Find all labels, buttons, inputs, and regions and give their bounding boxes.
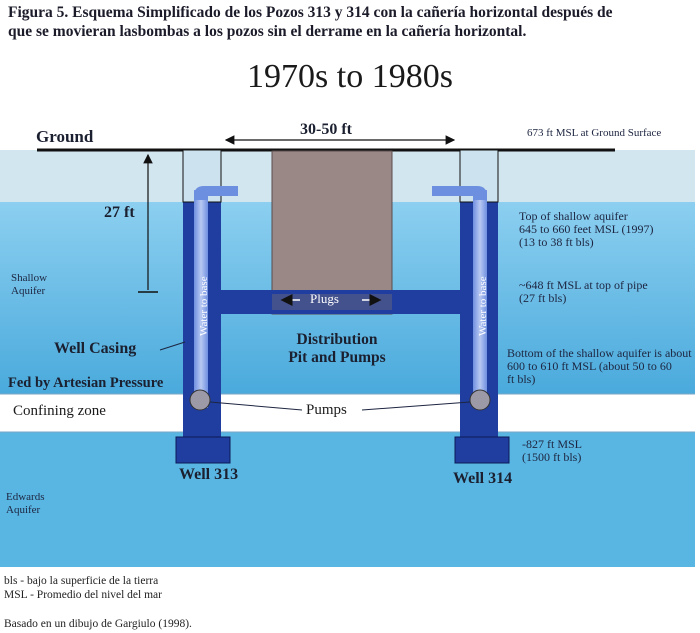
caption-line-1: Figura 5. Esquema Simplificado de los Pozos 313 y 314 con la cañería horizontal después de: [8, 4, 613, 21]
caption-line-2: que se movieran lasbombas a los pozos sin el derrame en la cañería horizontal.: [8, 23, 527, 40]
era-title: 1970s to 1980s: [247, 58, 453, 95]
plugs-label: Plugs: [310, 291, 339, 306]
bottom-shallow-line-2: 600 to 610 ft MSL (about 50 to 60: [507, 359, 672, 373]
well-314-water-to-base-label: Water to base: [477, 276, 489, 336]
msl-note: MSL - Promedio del nivel del mar: [4, 589, 162, 601]
well-314-base: [455, 437, 509, 463]
well-314-label: Well 314: [453, 470, 513, 487]
figure-caption: [8, 3, 698, 41]
abbreviation-notes: [4, 574, 162, 602]
top-shallow-line-2: 645 to 660 feet MSL (1997): [519, 222, 654, 236]
pipe-top-line-1: ~648 ft MSL at top of pipe: [519, 278, 648, 292]
confining-zone-label: Confining zone: [13, 403, 106, 419]
well-314-pump: [470, 390, 490, 410]
well-313-base: [176, 437, 230, 463]
bottom-shallow-line-3: ft bls): [507, 372, 536, 386]
edwards-label-line-1: Edwards: [6, 491, 45, 503]
edwards-aquifer-layer: [0, 432, 695, 567]
ground-label: Ground: [36, 127, 94, 146]
bls-note: bls - bajo la superficie de la tierra: [4, 575, 159, 587]
edwards-label-line-2: Aquifer: [6, 504, 41, 516]
msl-827-line-1: -827 ft MSL: [522, 437, 582, 451]
well-313-pump: [190, 390, 210, 410]
distribution-label-line-1: Distribution: [296, 331, 378, 348]
bottom-shallow-aquifer-note: [507, 347, 692, 386]
well-313-label: Well 313: [179, 466, 239, 483]
top-shallow-aquifer-note: [519, 210, 654, 249]
depth-label: 27 ft: [104, 204, 135, 221]
well-casing-label: Well Casing: [54, 340, 137, 357]
bottom-shallow-line-1: Bottom of the shallow aquifer is about: [507, 346, 692, 360]
width-label: 30-50 ft: [300, 121, 352, 138]
well-313-water-to-base-label: Water to base: [198, 276, 210, 336]
source-note: Basado en un dibujo de Gargiulo (1998).: [4, 618, 192, 630]
distribution-pit: [272, 151, 392, 314]
ground-surface-label: 673 ft MSL at Ground Surface: [527, 127, 662, 139]
pumps-label: Pumps: [306, 402, 347, 418]
msl-827-line-2: (1500 ft bls): [522, 450, 582, 464]
top-shallow-line-3: (13 to 38 ft bls): [519, 235, 594, 249]
shallow-aquifer-label-line-2: Aquifer: [11, 285, 46, 297]
shallow-aquifer-label-line-1: Shallow: [11, 272, 48, 284]
pipe-top-note: [519, 279, 648, 305]
top-shallow-line-1: Top of shallow aquifer: [519, 209, 628, 223]
msl-827-note: [522, 438, 582, 464]
pipe-top-line-2: (27 ft bls): [519, 291, 567, 305]
edwards-aquifer-label: [6, 491, 45, 517]
artesian-pressure-label: Fed by Artesian Pressure: [8, 375, 164, 391]
distribution-label-line-2: Pit and Pumps: [288, 349, 386, 366]
distribution-pit-label: [272, 331, 402, 367]
shallow-aquifer-label: [11, 272, 47, 298]
